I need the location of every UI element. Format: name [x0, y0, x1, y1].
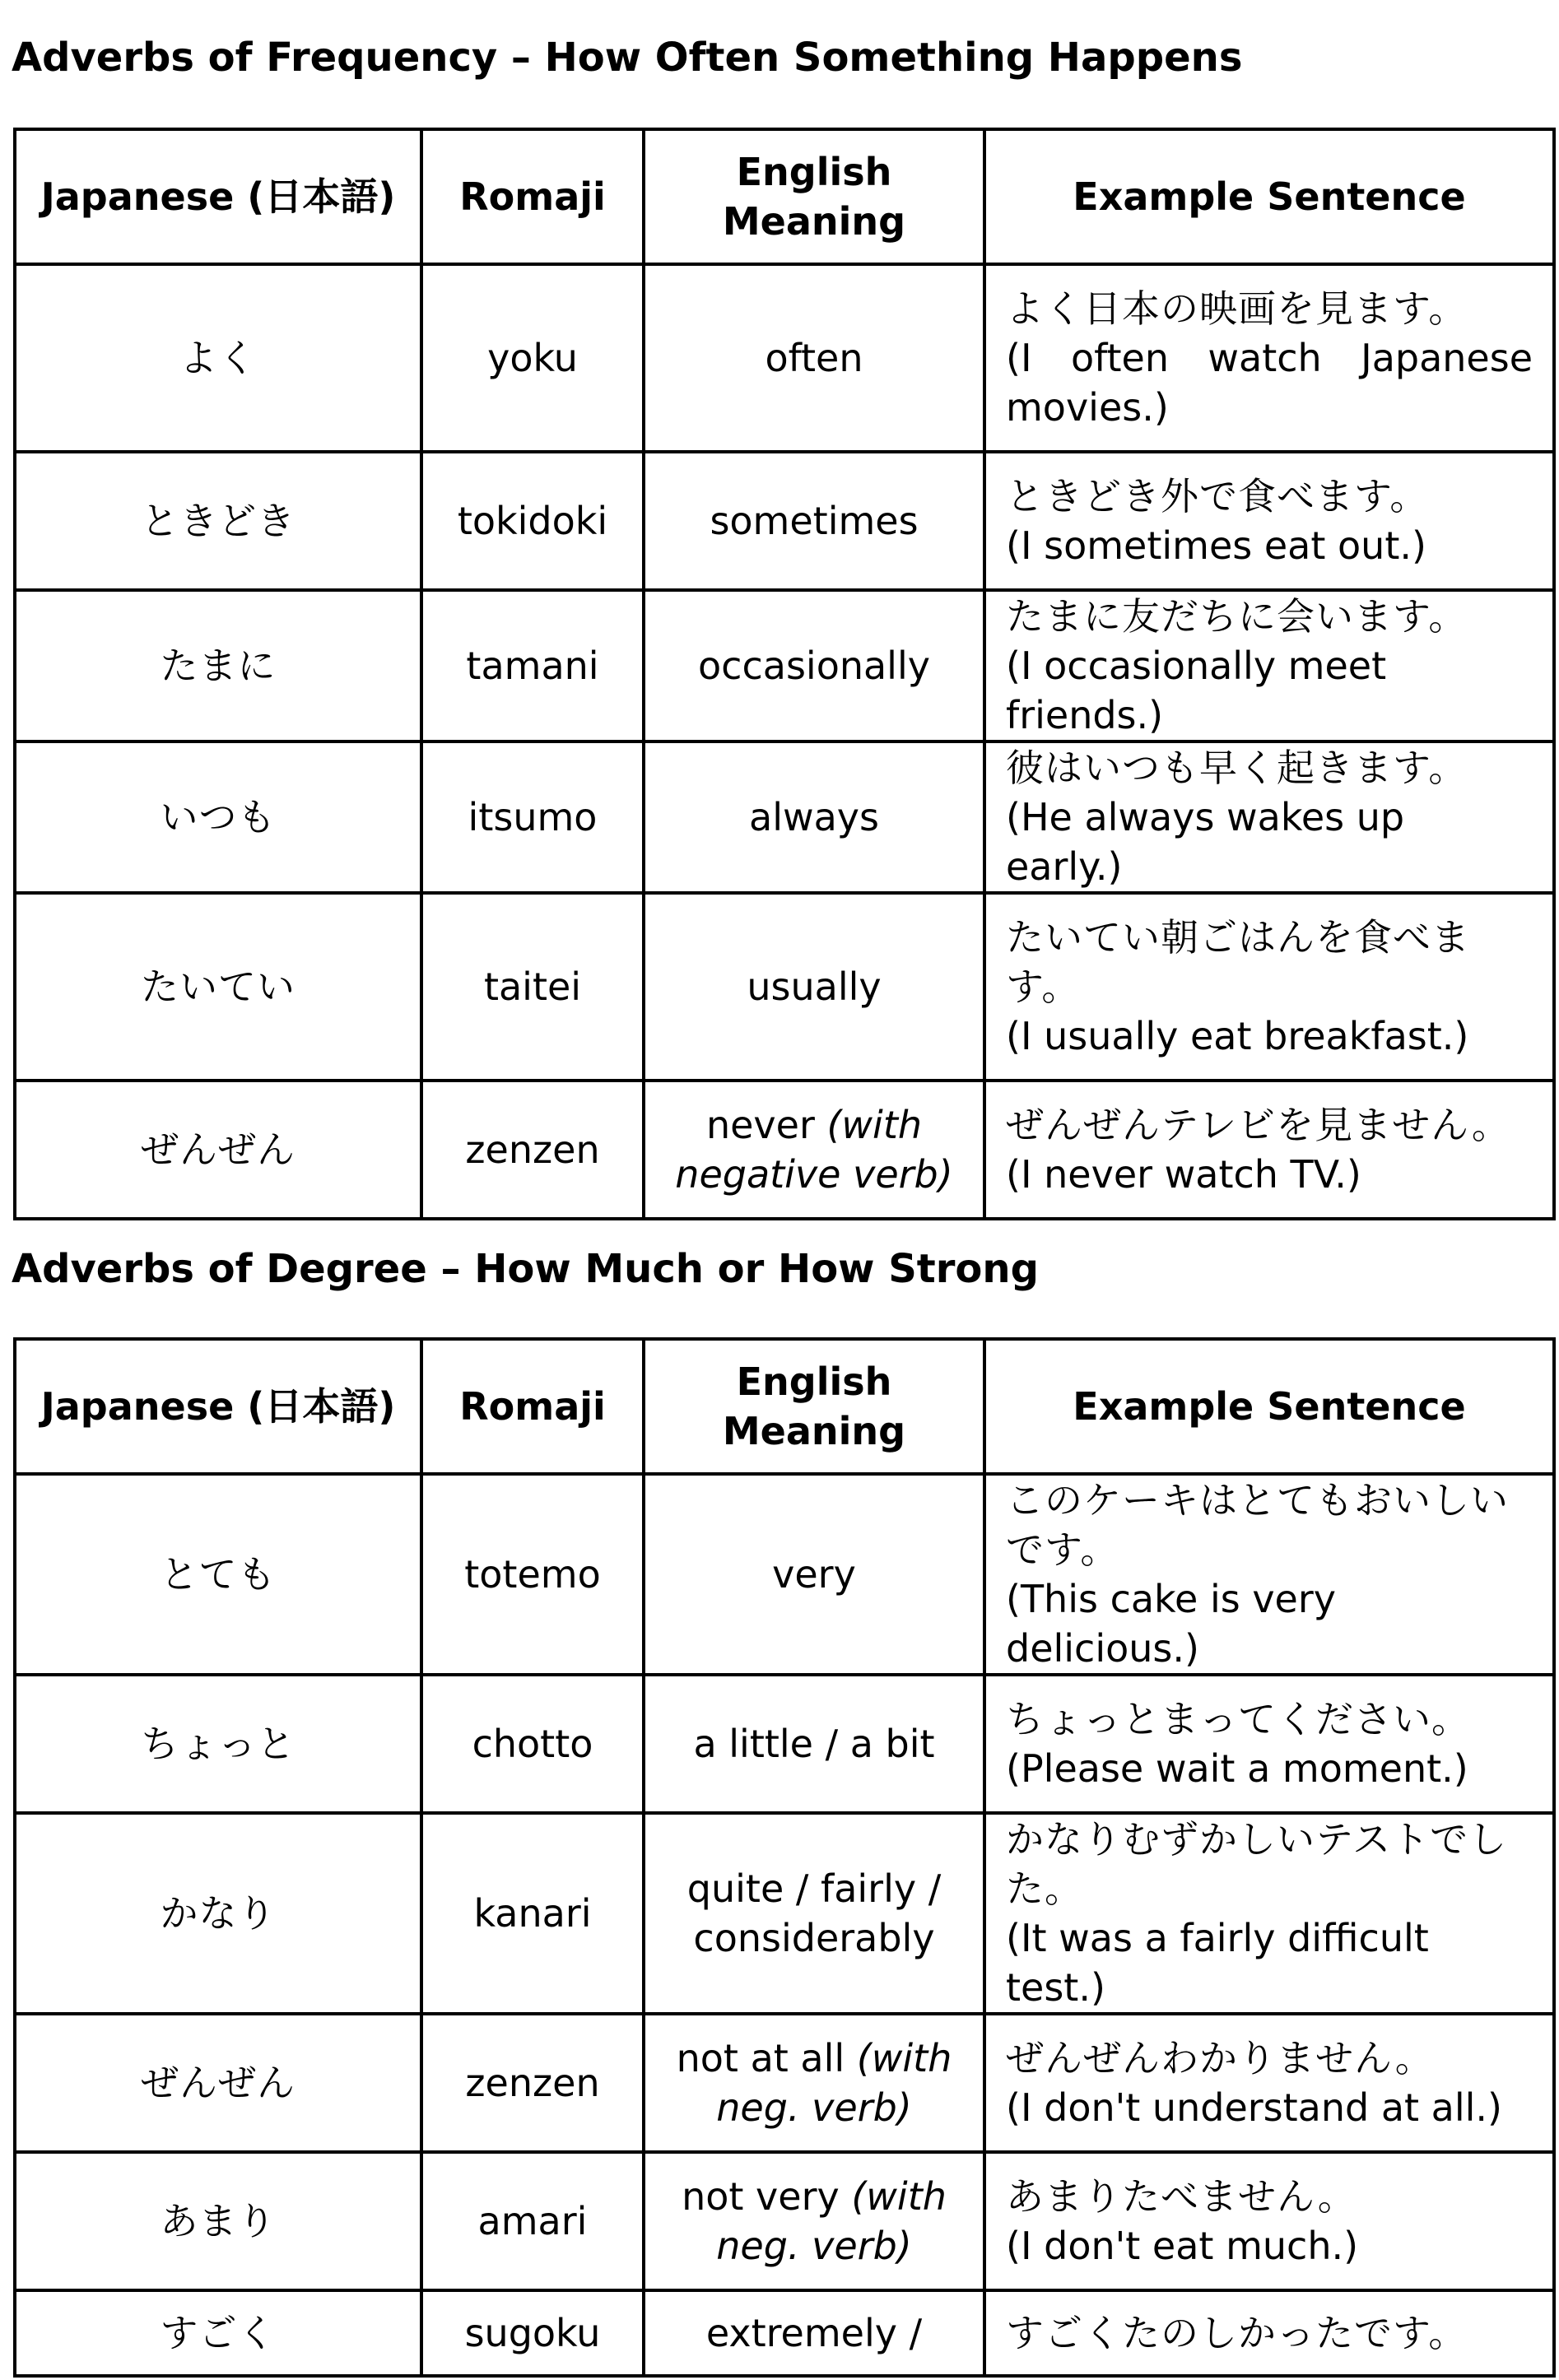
example-cell	[984, 2290, 1554, 2376]
example-japanese: ぜんぜんテレビを見ません。	[1006, 1103, 1510, 1147]
english-meaning: extremely /	[705, 2311, 923, 2355]
english-cell	[644, 1813, 984, 2014]
english-cell	[644, 1081, 984, 1219]
japanese-cell: ぜんぜん	[15, 1081, 421, 1219]
example-english: (I don't eat much.)	[1006, 2224, 1359, 2268]
degree-section-title: Adverbs of Degree – How Much or How Strong	[12, 1246, 1039, 1292]
japanese-cell: いつも	[15, 741, 421, 893]
example-japanese: あまりたべません。	[1006, 2174, 1357, 2219]
header-example-sentence: Example Sentence	[984, 1339, 1554, 1474]
example-japanese: たまに友だちに会います。	[1006, 594, 1468, 639]
example-cell	[984, 1081, 1554, 1219]
english-cell	[644, 264, 984, 452]
japanese-cell: たいてい	[15, 893, 421, 1081]
example-cell	[984, 264, 1554, 452]
header-english-meaning	[644, 1339, 984, 1474]
english-cell	[644, 1675, 984, 1813]
english-meaning: a little / a bit	[693, 1722, 935, 1766]
example-english: (I never watch TV.)	[1006, 1152, 1361, 1197]
english-cell	[644, 590, 984, 741]
example-cell	[984, 1474, 1554, 1675]
example-english: (I often watch Japanese movies.)	[1006, 336, 1533, 430]
table-row	[15, 1474, 1554, 1675]
example-english: (This cake is very delicious.)	[1006, 1577, 1336, 1671]
table-row	[15, 1081, 1554, 1219]
english-meaning: not very	[682, 2174, 840, 2219]
romaji-cell: tokidoki	[421, 452, 644, 590]
romaji-cell: amari	[421, 2152, 644, 2290]
example-japanese: ちょっとまってください。	[1006, 1697, 1470, 1741]
example-japanese: ときどき外で食べます。	[1006, 474, 1429, 518]
example-japanese: よく日本の映画を見ます。	[1006, 286, 1468, 331]
example-japanese: すごくたのしかったです。	[1006, 2311, 1468, 2355]
example-japanese: かなりむずかしいテストでした。	[1006, 1817, 1508, 1911]
english-note: (with neg. verb)	[716, 2036, 952, 2130]
example-english: (I usually eat breakfast.)	[1006, 1014, 1469, 1058]
example-cell	[984, 2152, 1554, 2290]
example-cell	[984, 741, 1554, 893]
romaji-cell: zenzen	[421, 2014, 644, 2152]
frequency-adverbs-table	[13, 128, 1556, 1220]
english-meaning: quite / fairly / considerably	[686, 1866, 942, 1960]
japanese-cell: すごく	[15, 2290, 421, 2376]
romaji-cell: yoku	[421, 264, 644, 452]
table-header-row	[15, 129, 1554, 264]
english-note: (with negative verb)	[675, 1103, 953, 1197]
example-cell	[984, 893, 1554, 1081]
example-english: (He always wakes up early.)	[1006, 795, 1405, 889]
romaji-cell: totemo	[421, 1474, 644, 1675]
table-row	[15, 741, 1554, 893]
table-row	[15, 1813, 1554, 2014]
table-row	[15, 1675, 1554, 1813]
example-japanese: たいてい朝ごはんを食べます。	[1006, 915, 1470, 1009]
english-meaning: always	[749, 795, 879, 839]
header-english-line2: Meaning	[722, 1409, 906, 1453]
table-header-row	[15, 1339, 1554, 1474]
table-row	[15, 2290, 1554, 2376]
degree-adverbs-table	[13, 1337, 1556, 2378]
english-cell	[644, 741, 984, 893]
example-cell	[984, 2014, 1554, 2152]
english-meaning: often	[765, 336, 863, 380]
english-meaning: not at all	[676, 2036, 845, 2080]
example-english: (I occasionally meet friends.)	[1006, 644, 1387, 737]
english-meaning: very	[772, 1552, 856, 1597]
example-cell	[984, 1813, 1554, 2014]
header-example-sentence: Example Sentence	[984, 129, 1554, 264]
example-japanese: ぜんぜんわかりません。	[1006, 2036, 1434, 2080]
romaji-cell: tamani	[421, 590, 644, 741]
japanese-cell: ときどき	[15, 452, 421, 590]
english-meaning: never	[705, 1103, 815, 1147]
japanese-cell: とても	[15, 1474, 421, 1675]
japanese-cell: ちょっと	[15, 1675, 421, 1813]
english-cell	[644, 1474, 984, 1675]
example-japanese: このケーキはとてもおいしいです。	[1006, 1478, 1509, 1572]
romaji-cell: zenzen	[421, 1081, 644, 1219]
header-english-line1: English	[736, 1360, 892, 1404]
english-cell	[644, 2290, 984, 2376]
frequency-section-title: Adverbs of Frequency – How Often Something Happens	[12, 35, 1243, 81]
header-japanese: Japanese (日本語)	[15, 1339, 421, 1474]
english-meaning: occasionally	[698, 644, 930, 688]
example-english: (I sometimes eat out.)	[1006, 523, 1426, 568]
table-row	[15, 2152, 1554, 2290]
example-cell	[984, 1675, 1554, 1813]
japanese-cell: よく	[15, 264, 421, 452]
romaji-cell: kanari	[421, 1813, 644, 2014]
english-cell	[644, 893, 984, 1081]
header-romaji: Romaji	[421, 1339, 644, 1474]
example-english: (I don't understand at all.)	[1006, 2085, 1502, 2130]
example-english: (Please wait a moment.)	[1006, 1746, 1468, 1791]
table-row	[15, 452, 1554, 590]
header-japanese: Japanese (日本語)	[15, 129, 421, 264]
japanese-cell: ぜんぜん	[15, 2014, 421, 2152]
header-english-line1: English	[736, 150, 892, 194]
example-english: (It was a fairly difficult test.)	[1006, 1916, 1429, 2010]
japanese-cell: かなり	[15, 1813, 421, 2014]
english-meaning: usually	[747, 965, 882, 1009]
english-meaning: sometimes	[710, 499, 919, 543]
table-row	[15, 264, 1554, 452]
romaji-cell: chotto	[421, 1675, 644, 1813]
english-note: (with neg. verb)	[716, 2174, 947, 2268]
romaji-cell: sugoku	[421, 2290, 644, 2376]
example-japanese: 彼はいつも早く起きます。	[1006, 746, 1468, 790]
english-cell	[644, 2014, 984, 2152]
header-english-meaning	[644, 129, 984, 264]
english-cell	[644, 452, 984, 590]
example-cell	[984, 590, 1554, 741]
table-row	[15, 893, 1554, 1081]
romaji-cell: taitei	[421, 893, 644, 1081]
english-cell	[644, 2152, 984, 2290]
table-row	[15, 2014, 1554, 2152]
header-romaji: Romaji	[421, 129, 644, 264]
japanese-cell: あまり	[15, 2152, 421, 2290]
table-row	[15, 590, 1554, 741]
header-english-line2: Meaning	[722, 199, 906, 244]
romaji-cell: itsumo	[421, 741, 644, 893]
japanese-cell: たまに	[15, 590, 421, 741]
example-cell	[984, 452, 1554, 590]
